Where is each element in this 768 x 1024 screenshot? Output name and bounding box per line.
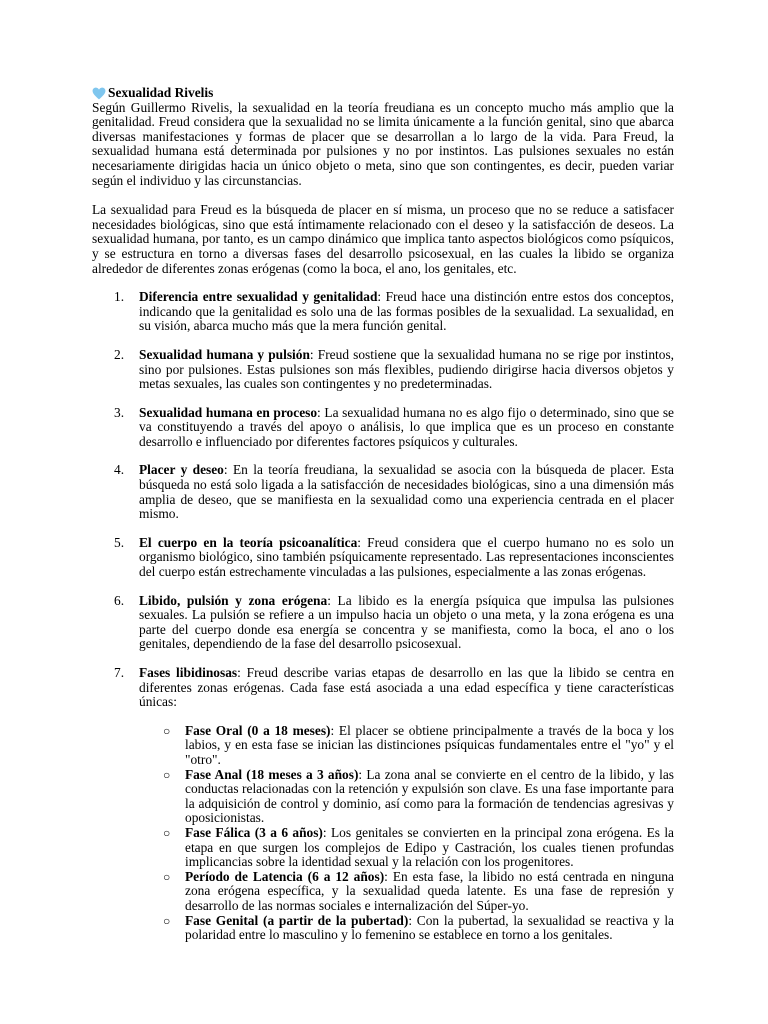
list-item xyxy=(92,463,674,521)
doc-title-text: Sexualidad Rivelis xyxy=(108,85,214,100)
list-item xyxy=(92,666,674,943)
phase-item xyxy=(139,768,674,826)
list-item xyxy=(92,348,674,392)
phase-term: Fase Anal (18 meses a 3 años) xyxy=(185,766,359,782)
phase-text: : La zona anal se convierte en el centro de la libido, y las conductas relacionadas con la retención y expulsión son clave. Es una fase importante para la adquisición de control y dominio, así como para la formación de tendencias agresivas y oposicionistas. xyxy=(185,766,674,826)
list-item-text: : La libido es la energía psíquica que impulsa las pulsiones sexuales. La pulsión se refiere a un impulso hacia un objeto o una meta, y la zona erógena es una parte del cuerpo donde esa energía se concentra y se manifiesta, como la boca, el ano o los genitales, dependiendo de la fase del desarrollo psicosexual. xyxy=(139,592,674,652)
list-item-text: : Freud hace una distinción entre estos dos conceptos, indicando que la genitalidad es solo una de las formas posibles de la sexualidad. La sexualidad, en su visión, abarca mucho más que la mera función genital. xyxy=(139,289,674,334)
list-item xyxy=(92,406,674,450)
list-number: 4. xyxy=(114,462,125,478)
list-item xyxy=(92,536,674,580)
paragraph-1: Según Guillermo Rivelis, la sexualidad en la teoría freudiana es un concepto mucho más amplio que la genitalidad. Freud considera que la sexualidad no se limita únicamente a la función genital, sino que abarca diversas manifestaciones y formas de placer que se desarrollan a lo largo de la vida. Para Freud, la sexualidad humana está determinada por pulsiones y no por instintos. Las pulsiones sexuales no están necesariamente dirigidas hacia un único objeto o meta, sino que son contingentes, es decir, pueden variar según el individuo y las circunstancias. xyxy=(92,99,674,188)
list-number: 1. xyxy=(114,289,125,305)
phase-item xyxy=(139,826,674,870)
circle-bullet-icon: ○ xyxy=(163,825,171,840)
phase-item xyxy=(139,870,674,914)
phase-term: Fase Fálica (3 a 6 años) xyxy=(185,824,323,840)
list-item-text: : La sexualidad humana no es algo fijo o determinado, sino que se va constituyendo a través del apoyo o análisis, lo que implica que es un proceso en constante desarrollo e influenciado por diferentes factores psíquicos y culturales. xyxy=(139,404,674,449)
circle-bullet-icon: ○ xyxy=(163,869,171,884)
blue-heart-icon xyxy=(92,87,106,100)
list-item xyxy=(92,594,674,652)
phase-text: : Con la pubertad, la sexualidad se reactiva y la polaridad entre lo masculino y lo femenino se establece en torno a los genitales. xyxy=(185,912,675,943)
phase-term: Período de Latencia (6 a 12 años) xyxy=(185,868,385,884)
list-number: 2. xyxy=(114,346,125,362)
list-item xyxy=(92,290,674,334)
list-item-term: Sexualidad humana y pulsión xyxy=(139,346,310,362)
circle-bullet-icon: ○ xyxy=(163,723,171,738)
phase-text: : El placer se obtiene principalmente a través de la boca y los labios, y en esta fase se inician las distinciones psíquicas fundamentales entre el "yo" y el "otro". xyxy=(185,722,674,767)
list-item-text: : En la teoría freudiana, la sexualidad se asocia con la búsqueda de placer. Esta búsqueda no está solo ligada a la satisfacción de necesidades biológicas, sino a una dimensión más amplia de deseo, que se manifiesta en la sexualidad como una experiencia centrada en el placer mismo. xyxy=(139,462,674,522)
list-item-term: El cuerpo en la teoría psicoanalítica xyxy=(139,534,358,550)
list-number: 6. xyxy=(114,592,125,608)
circle-bullet-icon: ○ xyxy=(163,913,171,928)
phase-text: : Los genitales se convierten en la principal zona erógena. Es la etapa en que surgen los complejos de Edipo y Castración, los cuales tienen profundas implicancias sobre la identidad sexual y la relación con los progenitores. xyxy=(185,824,675,870)
phases-list xyxy=(139,724,674,943)
list-item-term: Placer y deseo xyxy=(139,462,224,478)
doc-title xyxy=(92,86,674,101)
phase-term: Fase Oral (0 a 18 meses) xyxy=(185,722,331,738)
list-item-term: Fases libidinosas xyxy=(139,665,238,680)
phase-item xyxy=(139,724,674,768)
document-body xyxy=(92,86,674,957)
list-item-term: Sexualidad humana en proceso xyxy=(139,404,318,420)
list-number: 3. xyxy=(114,404,125,420)
list-item-text: : Freud describe varias etapas de desarrollo en las que la libido se centra en diferentes zonas erógenas. Cada fase está asociada a una edad específica y tiene características únicas: xyxy=(139,665,675,710)
list-item-term: Diferencia entre sexualidad y genitalidad xyxy=(139,289,378,305)
list-item-term: Libido, pulsión y zona erógena xyxy=(139,592,328,608)
list-item-text: : Freud sostiene que la sexualidad humana no se rige por instintos, sino por pulsiones. Estas pulsiones son más flexibles, pudiendo dirigirse hacia diversos objetos y metas sexuales, las cuales son contingentes y no predeterminadas. xyxy=(139,346,675,392)
list-item-text: : Freud considera que el cuerpo humano no es solo un organismo biológico, sino también psíquicamente representado. Las representaciones inconscientes del cuerpo están estrechamente vinculadas a las pulsiones, especialmente a las zonas erógenas. xyxy=(139,534,674,580)
circle-bullet-icon: ○ xyxy=(163,767,171,782)
numbered-list xyxy=(92,290,674,943)
list-number: 7. xyxy=(114,665,125,680)
list-number: 5. xyxy=(114,534,125,550)
phase-text: : En esta fase, la libido no está centrada en ninguna zona erógena específica, y la sexualidad queda latente. Es una fase de represión y desarrollo de las normas sociales e internalización del Súper-yo. xyxy=(185,868,675,913)
phase-term: Fase Genital (a partir de la pubertad) xyxy=(185,912,409,928)
phase-item xyxy=(139,914,674,943)
paragraph-2: La sexualidad para Freud es la búsqueda de placer en sí misma, un proceso que no se reduce a satisfacer necesidades biológicas, sino que está íntimamente relacionado con el deseo y la satisfacción de deseos. La sexualidad humana, por tanto, es un campo dinámico que implica tanto aspectos biológicos como psíquicos, y se estructura en torno a diversas fases del desarrollo psicosexual, en las cuales la libido se organiza alrededor de diferentes zonas erógenas (como la boca, el ano, los genitales, etc. xyxy=(92,202,674,276)
